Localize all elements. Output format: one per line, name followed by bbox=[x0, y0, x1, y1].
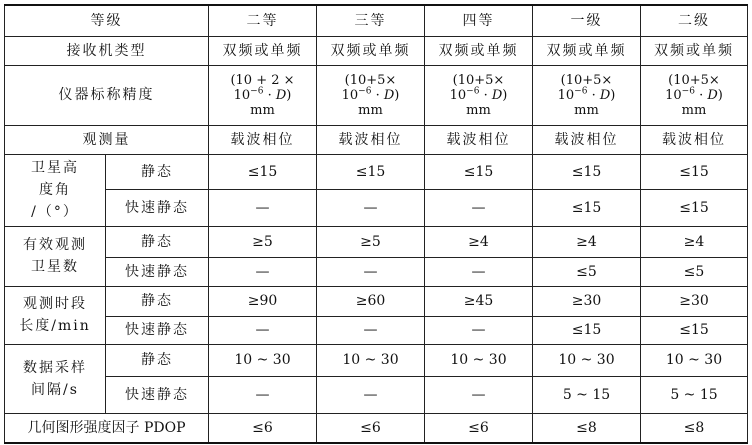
value-cell: ≤6 bbox=[425, 413, 533, 443]
header-label-cell: 等级 bbox=[5, 5, 209, 36]
session-rapid-row bbox=[5, 316, 748, 344]
value-cell: — bbox=[209, 189, 317, 226]
receiver-type-cell: 双频或单频 bbox=[317, 36, 425, 65]
precision-dot: · bbox=[263, 87, 276, 103]
value-cell: — bbox=[209, 257, 317, 286]
value-cell: ≥90 bbox=[209, 286, 317, 316]
precision-cell bbox=[317, 65, 425, 125]
precision-exponent: −6 bbox=[358, 86, 372, 97]
group-label-cell bbox=[5, 154, 106, 226]
precision-unit: mm bbox=[681, 102, 707, 118]
sampling-rapid-row bbox=[5, 376, 748, 413]
precision-close: ) bbox=[717, 87, 723, 103]
precision-dot: · bbox=[479, 87, 492, 103]
group-label-line: /（°） bbox=[31, 204, 79, 220]
pdop-row bbox=[5, 413, 748, 443]
precision-exponent: −6 bbox=[466, 86, 480, 97]
precision-dot: · bbox=[587, 87, 600, 103]
precision-base: 10 bbox=[557, 87, 575, 103]
grade-header-cell: 一级 bbox=[533, 5, 641, 36]
value-cell: ≤15 bbox=[533, 189, 641, 226]
value-cell: ≤8 bbox=[533, 413, 641, 443]
value-cell: ≤5 bbox=[641, 257, 748, 286]
precision-variable: D bbox=[707, 87, 718, 103]
value-cell: ≥5 bbox=[209, 226, 317, 257]
value-cell: 10 ~ 30 bbox=[317, 344, 425, 376]
group-label-cell bbox=[5, 344, 106, 413]
value-cell: — bbox=[209, 316, 317, 344]
precision-line-1: (10+5× bbox=[452, 72, 505, 88]
group-label-line: 长度/min bbox=[19, 318, 91, 334]
observable-cell: 载波相位 bbox=[209, 125, 317, 154]
mode-cell: 快速静态 bbox=[106, 316, 209, 344]
grade-header-cell: 四等 bbox=[425, 5, 533, 36]
precision-cell bbox=[209, 65, 317, 125]
session-static-row bbox=[5, 286, 748, 316]
value-cell: ≥4 bbox=[425, 226, 533, 257]
group-label-cell bbox=[5, 286, 106, 344]
value-cell: ≤15 bbox=[317, 154, 425, 189]
group-label-line: 有效观测 bbox=[23, 237, 87, 253]
grade-header-cell: 二级 bbox=[641, 5, 748, 36]
observable-cell: 载波相位 bbox=[641, 125, 748, 154]
precision-line-2 bbox=[535, 88, 638, 103]
precision-close: ) bbox=[610, 87, 616, 103]
precision-variable: D bbox=[383, 87, 395, 103]
group-label-cell bbox=[5, 226, 106, 286]
value-cell: ≤15 bbox=[641, 189, 748, 226]
precision-variable: D bbox=[275, 87, 287, 103]
value-cell: — bbox=[425, 257, 533, 286]
value-cell: 5 ~ 15 bbox=[533, 376, 641, 413]
value-cell: ≤6 bbox=[317, 413, 425, 443]
value-cell: — bbox=[317, 376, 425, 413]
value-cell: — bbox=[317, 189, 425, 226]
precision-cell bbox=[425, 65, 533, 125]
precision-base: 10 bbox=[449, 87, 467, 103]
gps-survey-spec-table-container bbox=[4, 4, 748, 444]
precision-base: 10 bbox=[341, 87, 359, 103]
value-cell: — bbox=[317, 316, 425, 344]
observable-row bbox=[5, 125, 748, 154]
precision-line-2 bbox=[319, 88, 422, 103]
precision-unit: mm bbox=[250, 102, 275, 118]
value-cell: ≥30 bbox=[533, 286, 641, 316]
mode-cell: 快速静态 bbox=[106, 376, 209, 413]
precision-cell bbox=[533, 65, 641, 125]
precision-variable: D bbox=[491, 87, 503, 103]
group-label-line: 卫星数 bbox=[31, 259, 79, 275]
value-cell: 10 ~ 30 bbox=[641, 344, 748, 376]
value-cell: ≤15 bbox=[533, 316, 641, 344]
value-cell: 10 ~ 30 bbox=[209, 344, 317, 376]
receiver-type-row bbox=[5, 36, 748, 65]
precision-line-1: (10+5× bbox=[560, 72, 613, 88]
value-cell: — bbox=[317, 257, 425, 286]
row-label-cell: 仪器标称精度 bbox=[5, 65, 209, 125]
value-cell: ≥5 bbox=[317, 226, 425, 257]
value-cell: ≤8 bbox=[641, 413, 748, 443]
value-cell: ≥4 bbox=[533, 226, 641, 257]
value-cell: ≥45 bbox=[425, 286, 533, 316]
value-cell: — bbox=[425, 316, 533, 344]
satellites-static-row bbox=[5, 226, 748, 257]
precision-row bbox=[5, 65, 748, 125]
precision-base: 10 bbox=[233, 87, 251, 103]
precision-unit: mm bbox=[466, 102, 491, 118]
precision-exponent: −6 bbox=[250, 86, 264, 97]
value-cell: 10 ~ 30 bbox=[425, 344, 533, 376]
precision-line-1: (10+5× bbox=[668, 72, 720, 88]
value-cell: ≥4 bbox=[641, 226, 748, 257]
group-label-line: 间隔/s bbox=[31, 381, 79, 398]
precision-dot: · bbox=[694, 87, 708, 103]
value-cell: — bbox=[425, 376, 533, 413]
elevation-rapid-row bbox=[5, 189, 748, 226]
value-cell: ≤5 bbox=[533, 257, 641, 286]
value-cell: 10 ~ 30 bbox=[533, 344, 641, 376]
receiver-type-cell: 双频或单频 bbox=[641, 36, 748, 65]
value-cell: 5 ~ 15 bbox=[641, 376, 748, 413]
precision-exponent: −6 bbox=[681, 86, 695, 97]
grade-header-cell: 三等 bbox=[317, 5, 425, 36]
value-cell: ≤6 bbox=[209, 413, 317, 443]
receiver-type-cell: 双频或单频 bbox=[533, 36, 641, 65]
row-label-cell: 观测量 bbox=[5, 125, 209, 154]
precision-unit: mm bbox=[358, 102, 383, 118]
grade-header-cell: 二等 bbox=[209, 5, 317, 36]
precision-variable: D bbox=[599, 87, 611, 103]
elevation-static-row bbox=[5, 154, 748, 189]
mode-cell: 静态 bbox=[106, 344, 209, 376]
mode-cell: 快速静态 bbox=[106, 257, 209, 286]
mode-cell: 静态 bbox=[106, 154, 209, 189]
value-cell: — bbox=[425, 189, 533, 226]
precision-line-2 bbox=[427, 88, 530, 103]
header-row bbox=[5, 5, 748, 36]
precision-line-1: (10 + 2 × bbox=[230, 72, 295, 88]
group-label-line: 数据采样 bbox=[23, 359, 87, 376]
receiver-type-cell: 双频或单频 bbox=[209, 36, 317, 65]
group-label-line: 观测时段 bbox=[23, 296, 87, 312]
group-label-line: 卫星高 bbox=[31, 160, 79, 176]
value-cell: — bbox=[209, 376, 317, 413]
precision-close: ) bbox=[394, 87, 400, 103]
value-cell: ≤15 bbox=[641, 316, 748, 344]
group-label-line: 度角 bbox=[39, 182, 71, 198]
precision-cell bbox=[641, 65, 748, 125]
precision-unit: mm bbox=[574, 102, 599, 118]
precision-line-2 bbox=[643, 88, 745, 103]
row-label-cell: 接收机类型 bbox=[5, 36, 209, 65]
gps-survey-spec-table bbox=[4, 4, 748, 444]
mode-cell: 静态 bbox=[106, 226, 209, 257]
precision-base: 10 bbox=[665, 87, 682, 103]
precision-dot: · bbox=[371, 87, 384, 103]
precision-close: ) bbox=[502, 87, 508, 103]
value-cell: ≥30 bbox=[641, 286, 748, 316]
value-cell: ≤15 bbox=[209, 154, 317, 189]
observable-cell: 载波相位 bbox=[425, 125, 533, 154]
precision-line-1: (10+5× bbox=[344, 72, 397, 88]
value-cell: ≤15 bbox=[641, 154, 748, 189]
mode-cell: 静态 bbox=[106, 286, 209, 316]
satellites-rapid-row bbox=[5, 257, 748, 286]
mode-cell: 快速静态 bbox=[106, 189, 209, 226]
precision-exponent: −6 bbox=[574, 86, 588, 97]
value-cell: ≥60 bbox=[317, 286, 425, 316]
observable-cell: 载波相位 bbox=[317, 125, 425, 154]
value-cell: ≤15 bbox=[533, 154, 641, 189]
precision-close: ) bbox=[286, 87, 292, 103]
receiver-type-cell: 双频或单频 bbox=[425, 36, 533, 65]
precision-line-2 bbox=[211, 88, 314, 103]
value-cell: ≤15 bbox=[425, 154, 533, 189]
sampling-static-row bbox=[5, 344, 748, 376]
observable-cell: 载波相位 bbox=[533, 125, 641, 154]
row-label-cell: 几何图形强度因子 PDOP bbox=[5, 413, 209, 443]
